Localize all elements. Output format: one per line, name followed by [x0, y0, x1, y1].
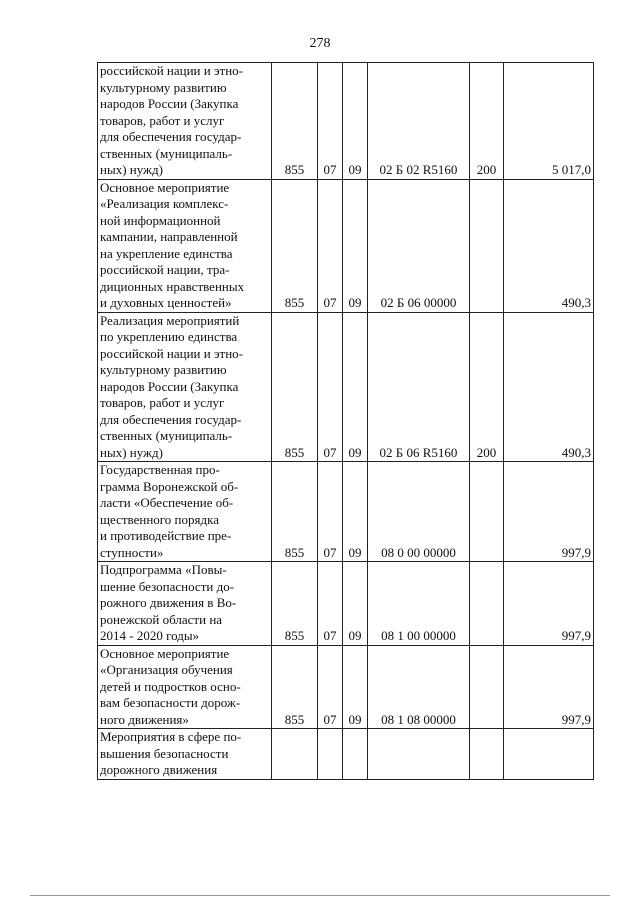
cell-amount: 997,9 [504, 562, 594, 646]
cell-amount [504, 729, 594, 780]
row-description: Основное мероприятие «Организация обучения детей и подростков осно- вам безопасности дорож- ного движения» [98, 645, 272, 729]
cell-csr: 08 1 08 00000 [368, 645, 470, 729]
budget-table [97, 62, 594, 780]
cell-pr [343, 729, 368, 780]
row-description: Государственная про- грамма Воронежской об- ласти «Обеспечение об- щественного порядка и противодействие пре- ступности» [98, 462, 272, 562]
cell-vr [470, 562, 504, 646]
table-row [98, 312, 594, 462]
row-description: Основное мероприятие «Реализация комплекс- ной информационной кампании, направленной на укрепление единства российской нации, тра- диционных нравственных и духовных ценностей» [98, 179, 272, 312]
cell-amount: 490,3 [504, 179, 594, 312]
cell-csr: 02 Б 02 R5160 [368, 63, 470, 180]
cell-vr: 200 [470, 63, 504, 180]
cell-pr: 09 [343, 63, 368, 180]
cell-csr [368, 729, 470, 780]
cell-vr [470, 645, 504, 729]
row-description: Подпрограмма «Повы- шение безопасности до- рожного движения в Во- ронежской области на 2014 - 2020 годы» [98, 562, 272, 646]
cell-pr: 09 [343, 645, 368, 729]
cell-gr: 855 [272, 462, 318, 562]
cell-pr: 09 [343, 179, 368, 312]
cell-rz: 07 [318, 312, 343, 462]
cell-pr: 09 [343, 462, 368, 562]
cell-gr [272, 729, 318, 780]
cell-csr: 02 Б 06 00000 [368, 179, 470, 312]
cell-rz: 07 [318, 63, 343, 180]
table-row [98, 179, 594, 312]
cell-gr: 855 [272, 312, 318, 462]
cell-gr: 855 [272, 179, 318, 312]
cell-rz: 07 [318, 645, 343, 729]
row-description: Мероприятия в сфере по- вышения безопасности дорожного движения [98, 729, 272, 780]
table-row [98, 63, 594, 180]
cell-amount: 5 017,0 [504, 63, 594, 180]
cell-gr: 855 [272, 645, 318, 729]
page-bottom-rule [30, 895, 610, 896]
cell-rz: 07 [318, 179, 343, 312]
cell-csr: 08 0 00 00000 [368, 462, 470, 562]
cell-pr: 09 [343, 312, 368, 462]
row-description: Реализация мероприятий по укреплению единства российской нации и этно- культурному развитию народов России (Закупка товаров, работ и услуг для обеспечения государ- ственных (муниципаль- ных) нужд) [98, 312, 272, 462]
cell-vr [470, 179, 504, 312]
cell-gr: 855 [272, 562, 318, 646]
table-row [98, 462, 594, 562]
cell-amount: 490,3 [504, 312, 594, 462]
cell-csr: 02 Б 06 R5160 [368, 312, 470, 462]
cell-amount: 997,9 [504, 462, 594, 562]
table-row [98, 645, 594, 729]
cell-rz: 07 [318, 562, 343, 646]
cell-rz [318, 729, 343, 780]
cell-gr: 855 [272, 63, 318, 180]
page-number: 278 [309, 36, 331, 51]
cell-rz: 07 [318, 462, 343, 562]
cell-pr: 09 [343, 562, 368, 646]
cell-vr [470, 462, 504, 562]
table-row [98, 562, 594, 646]
cell-vr [470, 729, 504, 780]
table-row [98, 729, 594, 780]
row-description: российской нации и этно- культурному развитию народов России (Закупка товаров, работ и услуг для обеспечения государ- ственных (муниципаль- ных) нужд) [98, 63, 272, 180]
cell-amount: 997,9 [504, 645, 594, 729]
cell-vr: 200 [470, 312, 504, 462]
cell-csr: 08 1 00 00000 [368, 562, 470, 646]
